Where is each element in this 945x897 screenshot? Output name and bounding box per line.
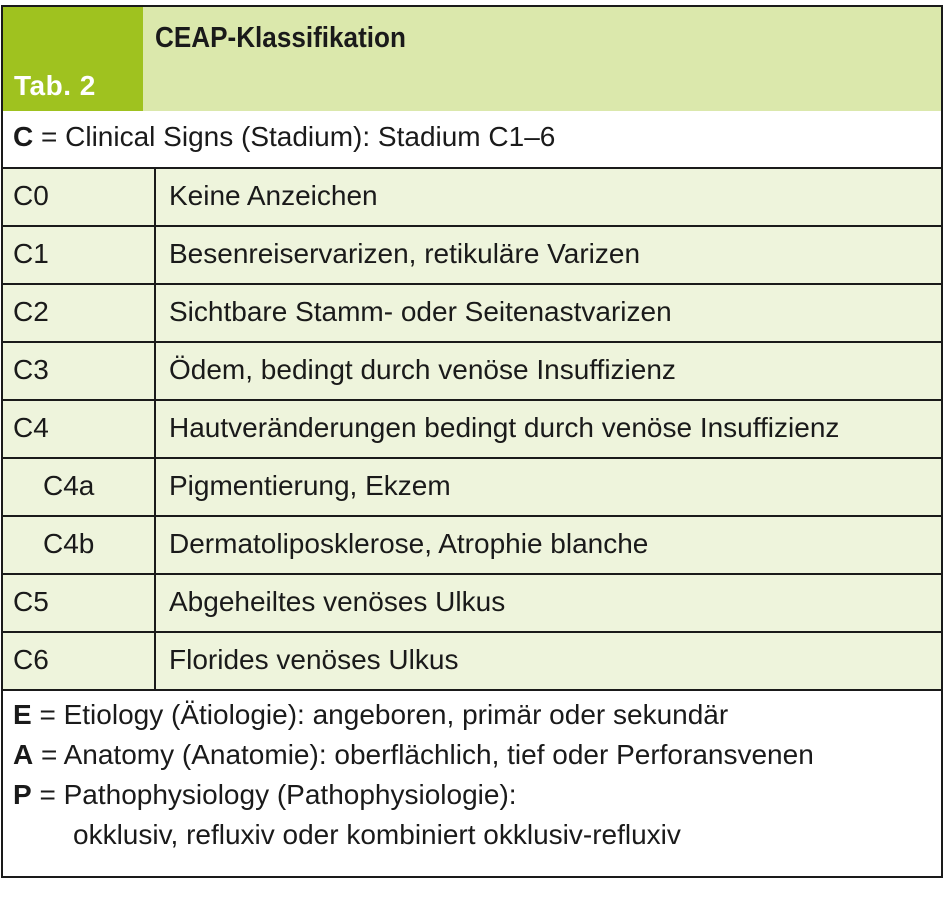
stage-description: Keine Anzeichen: [169, 180, 378, 211]
stage-description: Pigmentierung, Ekzem: [169, 470, 451, 501]
table-row: [3, 343, 941, 401]
pathophysiology-text: = Pathophysiology (Pathophysiologie):: [31, 779, 517, 810]
stage-code: C3: [13, 354, 49, 385]
column-divider: [154, 343, 156, 399]
table-title: CEAP-Klassifikation: [155, 22, 406, 54]
column-divider: [154, 285, 156, 341]
stage-code: C4b: [43, 528, 95, 559]
stage-description: Abgeheiltes venöses Ulkus: [169, 586, 506, 617]
table-row: [3, 401, 941, 459]
column-divider: [154, 169, 156, 225]
table-row-sub: [3, 517, 941, 575]
table-row: [3, 227, 941, 285]
ceap-table: [1, 5, 943, 878]
clinical-signs-intro-row: [3, 111, 941, 169]
table-row: [3, 575, 941, 633]
column-divider: [154, 575, 156, 631]
column-divider: [154, 401, 156, 457]
table-row-sub: [3, 459, 941, 517]
table-header: [3, 7, 941, 113]
column-divider: [154, 633, 156, 689]
table-row: [3, 285, 941, 343]
table-number-box: [3, 7, 143, 111]
anatomy-text: = Anatomy (Anatomie): oberflächlich, tief oder Perforansvenen: [33, 739, 814, 770]
anatomy-letter: A: [13, 739, 34, 770]
stage-description: Besenreiservarizen, retikuläre Varizen: [169, 238, 641, 269]
stage-code: C1: [13, 238, 49, 269]
stage-code: C4a: [43, 470, 95, 501]
stage-code: C6: [13, 644, 49, 675]
table-row: [3, 633, 941, 691]
column-divider: [154, 459, 156, 515]
table-number-label: Tab. 2: [14, 70, 96, 101]
stage-description: Dermatoliposklerose, Atrophie blanche: [169, 528, 649, 559]
etiology-letter: E: [13, 699, 32, 730]
clinical-signs-intro: [13, 121, 555, 153]
legend-pathophysiology: [13, 779, 517, 811]
stage-code: C0: [13, 180, 49, 211]
legend-anatomy: [13, 739, 814, 771]
stage-description: Sichtbare Stamm- oder Seitenastvarizen: [169, 296, 672, 327]
etiology-text: = Etiology (Ätiologie): angeboren, primär oder sekundär: [31, 699, 729, 730]
pathophysiology-letter: P: [13, 779, 32, 810]
stage-code: C5: [13, 586, 49, 617]
column-divider: [154, 227, 156, 283]
column-divider: [154, 517, 156, 573]
clinical-letter: C: [13, 121, 34, 152]
stage-code: C4: [13, 412, 49, 443]
legend-etiology: [13, 699, 728, 731]
legend-pathophysiology-continued: okklusiv, refluxiv oder kombiniert okklusiv-refluxiv: [73, 819, 681, 850]
table-row: [3, 169, 941, 227]
stage-code: C2: [13, 296, 49, 327]
stage-description: Ödem, bedingt durch venöse Insuffizienz: [169, 354, 676, 385]
clinical-intro-text: = Clinical Signs (Stadium): Stadium C1–6: [33, 121, 556, 152]
stage-description: Hautveränderungen bedingt durch venöse Insuffizienz: [169, 412, 840, 443]
stage-description: Florides venöses Ulkus: [169, 644, 459, 675]
